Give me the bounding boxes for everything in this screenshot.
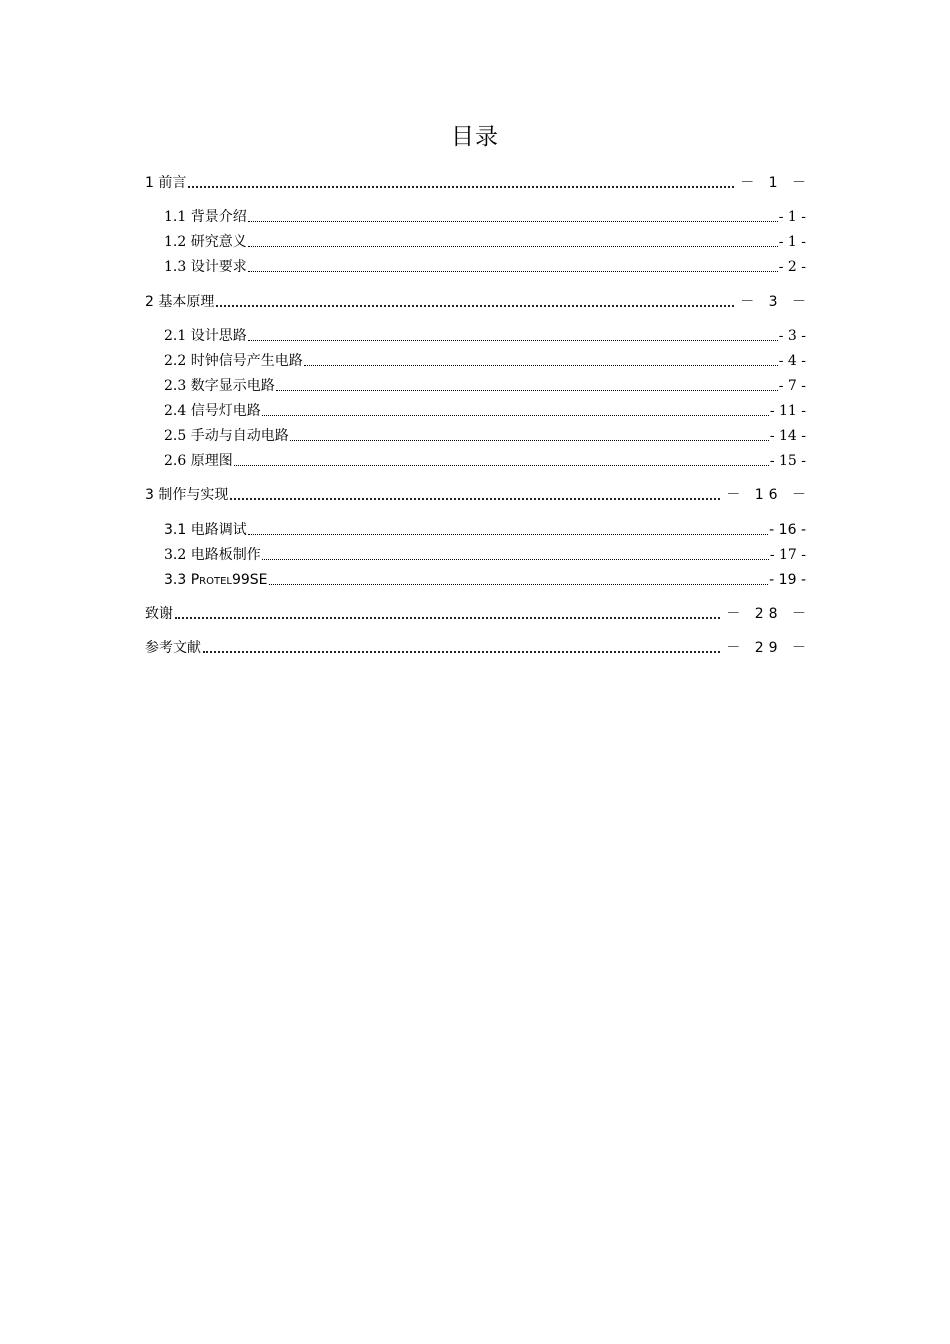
toc-entry-page: - 3 - — [778, 328, 806, 344]
toc-entry-page: - 1 - — [778, 209, 806, 225]
toc-title: 目录 — [451, 124, 499, 150]
toc-entry-references[interactable] — [145, 637, 811, 659]
toc-entry-page: - 19 - — [769, 572, 806, 588]
toc-entry-page: － 3 － — [740, 294, 811, 310]
toc-entry-page: - 2 - — [778, 259, 806, 275]
toc-entry-label: 2.6 原理图 — [164, 453, 233, 469]
toc-entry-label: 参考文献 — [145, 640, 201, 656]
toc-entry-label: 3 制作与实现 — [145, 487, 229, 503]
toc-dot-leader — [234, 465, 769, 466]
toc-dot-leader — [290, 440, 769, 441]
toc-entry-label: 3.2 电路板制作 — [164, 547, 261, 563]
toc-entry-page: - 14 - — [769, 428, 806, 444]
table-of-contents — [145, 0, 811, 700]
toc-entry-section-1-1[interactable] — [164, 206, 806, 228]
toc-entry-page: － 16 － — [726, 487, 811, 503]
toc-entry-chapter-2[interactable] — [145, 291, 811, 313]
toc-entry-page: - 11 - — [769, 403, 806, 419]
toc-entry-section-2-3[interactable] — [164, 375, 806, 397]
toc-entry-page: - 1 - — [778, 234, 806, 250]
toc-entry-label: 1.1 背景介绍 — [164, 209, 247, 225]
toc-entry-section-2-5[interactable] — [164, 425, 806, 447]
toc-entry-label: 1 前言 — [145, 175, 187, 191]
toc-entry-chapter-1[interactable] — [145, 172, 811, 194]
toc-dot-leader — [248, 246, 778, 247]
toc-dot-leader — [216, 305, 734, 307]
toc-dot-leader — [248, 534, 768, 535]
toc-entry-page: － 29 － — [726, 640, 811, 656]
toc-entry-page: － 28 － — [726, 606, 811, 622]
toc-dot-leader — [262, 559, 769, 560]
toc-entry-section-3-1[interactable] — [164, 519, 806, 541]
toc-entry-section-2-6[interactable] — [164, 450, 806, 472]
toc-entry-section-1-3[interactable] — [164, 256, 806, 278]
toc-entry-page: - 16 - — [769, 522, 806, 538]
toc-entry-section-3-3[interactable] — [164, 569, 806, 591]
toc-dot-leader — [248, 271, 778, 272]
toc-entry-label: 2 基本原理 — [145, 294, 215, 310]
toc-entry-section-2-4[interactable] — [164, 400, 806, 422]
toc-dot-leader — [175, 617, 720, 619]
toc-dot-leader — [203, 651, 720, 653]
toc-entry-label: 2.3 数字显示电路 — [164, 378, 275, 394]
toc-dot-leader — [276, 390, 778, 391]
toc-dot-leader — [248, 340, 778, 341]
toc-entry-label: 3.1 电路调试 — [164, 522, 247, 538]
toc-entry-label: 1.3 设计要求 — [164, 259, 247, 275]
toc-entry-acknowledgements[interactable] — [145, 603, 811, 625]
toc-entry-label: 致谢 — [145, 606, 173, 622]
toc-entry-page: - 4 - — [778, 353, 806, 369]
toc-entry-section-1-2[interactable] — [164, 231, 806, 253]
toc-entry-page: - 17 - — [769, 547, 806, 563]
toc-entry-label: 2.2 时钟信号产生电路 — [164, 353, 303, 369]
toc-dot-leader — [262, 415, 769, 416]
toc-entry-label: 2.4 信号灯电路 — [164, 403, 261, 419]
toc-entry-label: 3.3 Protel99SE — [164, 572, 268, 588]
toc-dot-leader — [269, 584, 769, 585]
toc-entry-section-3-2[interactable] — [164, 544, 806, 566]
toc-entry-section-2-2[interactable] — [164, 350, 806, 372]
toc-dot-leader — [230, 498, 720, 500]
toc-dot-leader — [304, 365, 778, 366]
toc-entry-chapter-3[interactable] — [145, 484, 811, 506]
toc-entry-label: 2.1 设计思路 — [164, 328, 247, 344]
toc-dot-leader — [248, 221, 778, 222]
toc-dot-leader — [188, 186, 734, 188]
toc-entry-page: - 7 - — [778, 378, 806, 394]
toc-entry-label: 2.5 手动与自动电路 — [164, 428, 289, 444]
toc-entry-page: － 1 － — [740, 175, 811, 191]
toc-entry-page: - 15 - — [769, 453, 806, 469]
toc-entry-label: 1.2 研究意义 — [164, 234, 247, 250]
toc-entry-section-2-1[interactable] — [164, 325, 806, 347]
